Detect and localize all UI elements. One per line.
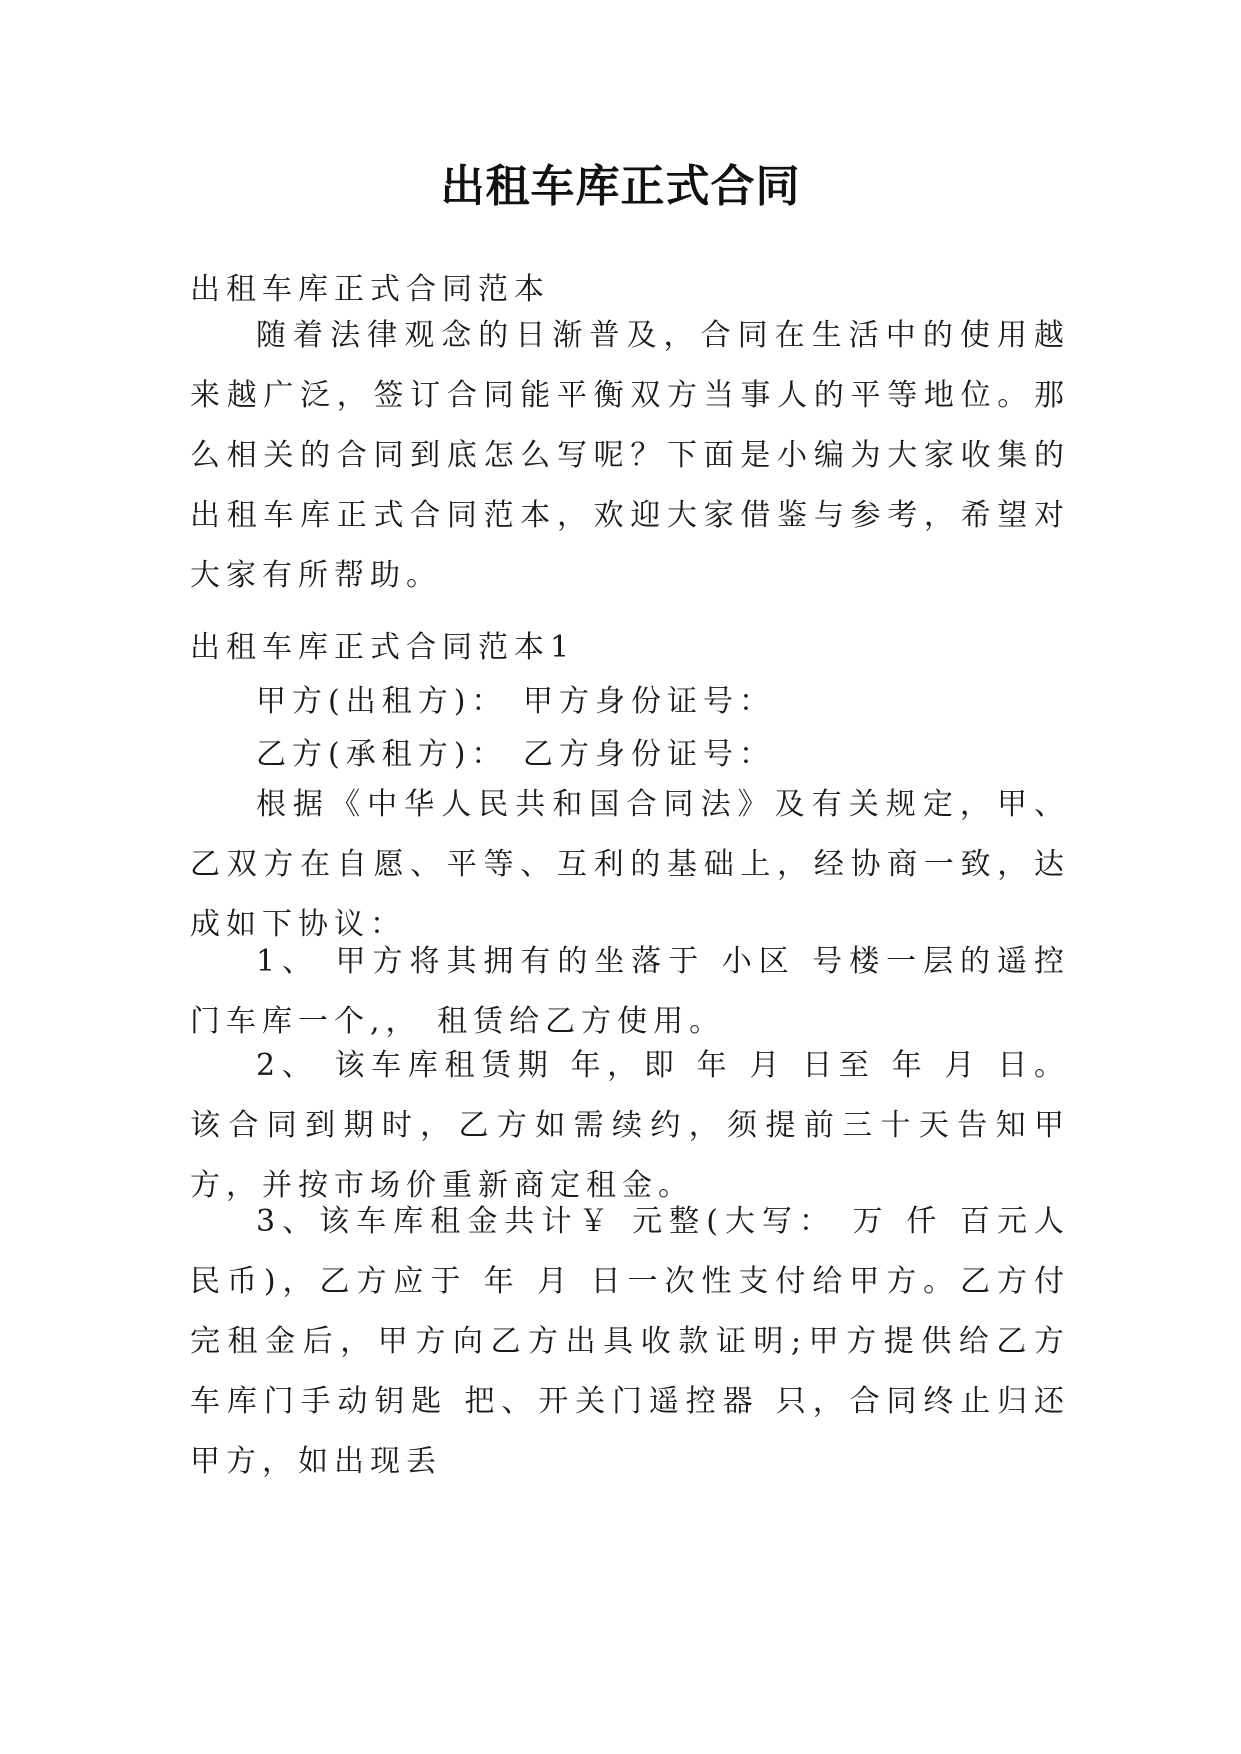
- intro-paragraph: 随着法律观念的日渐普及，合同在生活中的使用越来越广泛，签订合同能平衡双方当事人的平等地位。那么相关的合同到底怎么写呢？下面是小编为大家收集的出租车库正式合同范本，欢迎大家借鉴与参考，希望对大家有所帮助。: [190, 318, 1070, 593]
- section-heading: 出租车库正式合同范本1: [190, 630, 576, 665]
- clause-3: 3、该车库租金共计￥ 元整(大写： 万 仟 百元人民币)，乙方应于 年 月 日一次性支付给甲方。乙方付完租金后，甲方向乙方出具收款证明;甲方提供给乙方车库门手动钥匙 把、开关门遥控器 只，合同终止归还甲方，如出现丢: [190, 1204, 1070, 1479]
- clause-2: 2、 该车库租赁期 年，即 年 月 日至 年 月 日。该合同到期时，乙方如需续约，须提前三十天告知甲方，并按市场价重新商定租金。: [190, 1048, 1070, 1203]
- document-title: 出租车库正式合同: [440, 161, 801, 212]
- party-b-line: 乙方(承租方)： 乙方身份证号：: [256, 737, 775, 772]
- intro-heading: 出租车库正式合同范本: [190, 272, 550, 307]
- preamble-paragraph: 根据《中华人民共和国合同法》及有关规定，甲、乙双方在自愿、平等、互利的基础上，经协商一致，达成如下协议：: [190, 787, 1070, 942]
- party-a-line: 甲方(出租方)： 甲方身份证号：: [256, 684, 775, 719]
- clause-1: 1、 甲方将其拥有的坐落于 小区 号楼一层的遥控门车库一个,， 租赁给乙方使用。: [190, 944, 1070, 1039]
